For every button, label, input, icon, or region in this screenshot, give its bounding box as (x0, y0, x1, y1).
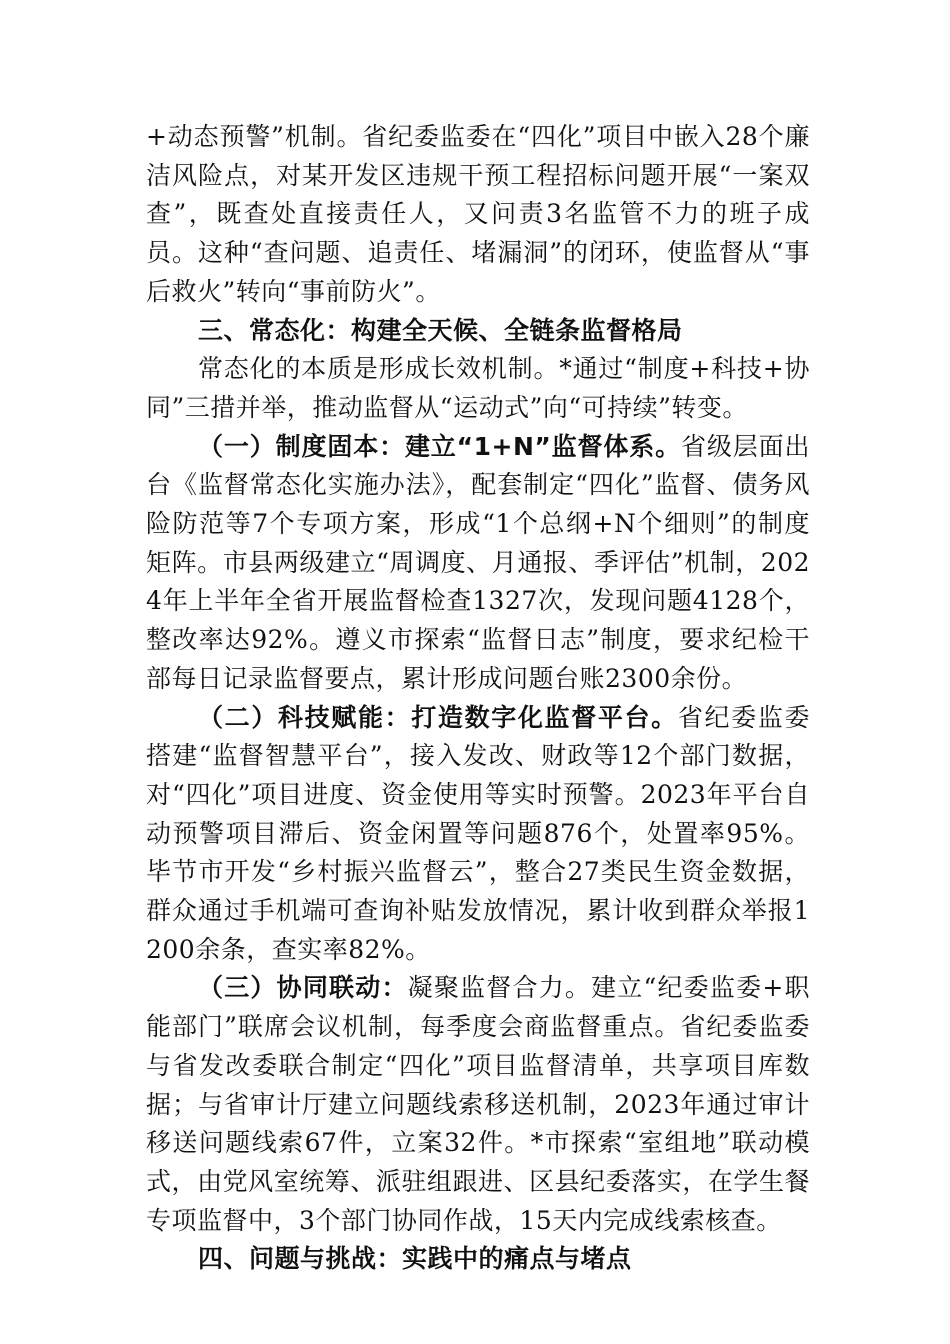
section-heading-4: 四、问题与挑战：实践中的痛点与堵点 (198, 1244, 632, 1274)
paragraph-subsection-3 (146, 969, 810, 1240)
subsection-3-body: 凝聚监督合力。建立“纪委监委+职能部门”联席会议机制，每季度会商监督重点。省纪委监委与省发改委联合制定“四化”项目监督清单，共享项目库数据；与省审计厅建立问题线索移送机制，2023年通过审计移送问题线索67件，立案32件。*市探索“室组地”联动模式，由党风室统筹、派驻组跟进、区县纪委落实，在学生餐专项监督中，3个部门协同作战，15天内完成线索核查。 (146, 973, 810, 1235)
paragraph-subsection-2 (146, 699, 810, 970)
document-body (146, 118, 810, 1279)
subsection-3-lead: （三）协同联动： (198, 973, 408, 1003)
subsection-2-lead: （二）科技赋能：打造数字化监督平台。 (198, 702, 678, 732)
paragraph-subsection-1 (146, 428, 810, 699)
subsection-1-lead: （一）制度固本：建立“1+N”监督体系。 (198, 431, 682, 461)
section-heading-3: 三、常态化：构建全天候、全链条监督格局 (198, 315, 683, 345)
subsection-2-body: 省纪委监委搭建“监督智慧平台”，接入发改、财政等12个部门数据，对“四化”项目进度、资金使用等实时预警。2023年平台自动预警项目滞后、资金闲置等问题876个，处置率95%。毕节市开发“乡村振兴监督云”，整合27类民生资金数据，群众通过手机端可查询补贴发放情况，累计收到群众举报1200余条，查实率82%。 (146, 702, 810, 964)
subsection-1-body: 省级层面出台《监督常态化实施办法》，配套制定“四化”监督、债务风险防范等7个专项方案，形成“1个总纲+N个细则”的制度矩阵。市县两级建立“周调度、月通报、季评估”机制，2024年上半年全省开展监督检查1327次，发现问题4128个，整改率达92%。遵义市探索“监督日志”制度，要求纪检干部每日记录监督要点，累计形成问题台账2300余份。 (146, 431, 810, 693)
paragraph-continuation: +动态预警”机制。省纪委监委在“四化”项目中嵌入28个廉洁风险点，对某开发区违规干预工程招标问题开展“一案双查”，既查处直接责任人，又问责3名监管不力的班子成员。这种“查问题、追责任、堵漏洞”的闭环，使监督从“事后救火”转向“事前防火”。 (146, 122, 810, 306)
paragraph-intro: 常态化的本质是形成长效机制。*通过“制度+科技+协同”三措并举，推动监督从“运动式”向“可持续”转变。 (146, 354, 810, 422)
